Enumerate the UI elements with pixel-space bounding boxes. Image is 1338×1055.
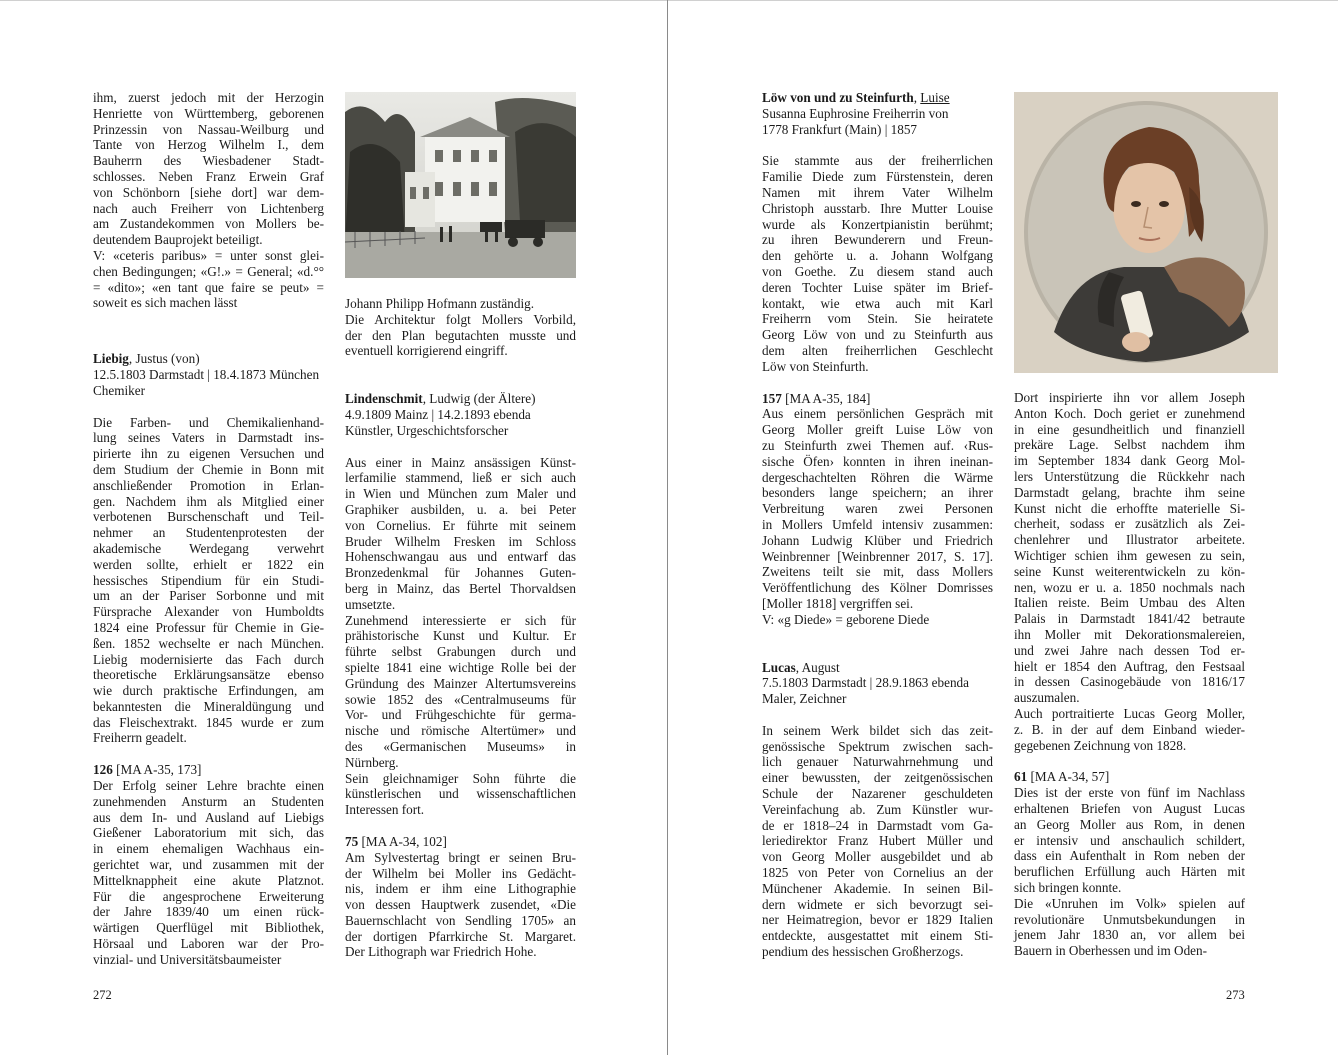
portrait-image bbox=[1014, 92, 1278, 373]
entry-name: Lindenschmit bbox=[345, 391, 423, 407]
text-line: einer bewussten, der zeitgenössischen bbox=[762, 770, 993, 786]
text-line: den gehörte u. a. Johann Wolfgang bbox=[762, 248, 993, 264]
text-line: wärtigen Querflügel mit Bibliothek, bbox=[93, 920, 324, 936]
archive-signature: [MA A-34, 57] bbox=[1027, 769, 1110, 785]
letter-commentary bbox=[1014, 785, 1245, 959]
text-line: vinzial- und Universitätsbaumeister bbox=[93, 951, 282, 967]
entry-dates: 1778 Frankfurt (Main) | 1857 bbox=[762, 121, 918, 137]
entry-dates: 4.9.1809 Mainz | 14.2.1893 ebenda bbox=[345, 406, 531, 422]
text-line: Dort inspirierte ihn vor allem Joseph bbox=[1014, 390, 1245, 405]
text-line: Die «Unruhen im Volk» spielen auf bbox=[1014, 895, 1245, 911]
text-line: akademische Werdegang verwehrt bbox=[93, 540, 324, 556]
text-line: Sein gleichnamiger Sohn führte die bbox=[345, 770, 576, 786]
text-line: Hörsaal und Laboren war der Pro- bbox=[93, 936, 324, 952]
text-line: nehmer an Studentenprotesten der bbox=[93, 525, 324, 541]
text-line: Gründung des Mainzer Altertumsvereins bbox=[345, 675, 576, 691]
entry-given-name: , Justus (von) bbox=[128, 351, 200, 367]
text-line: Schule der Nazarener geschuldeten bbox=[762, 786, 993, 802]
text-line: deren Tochter Luise später im Brief- bbox=[762, 279, 993, 295]
text-line: Palais in Darmstadt 1841/42 betraute bbox=[1014, 611, 1245, 627]
text-line: anschließender Promotion in Erlan- bbox=[93, 477, 324, 493]
text-line: genössische Spektrum zwischen sach- bbox=[762, 738, 993, 754]
text-line: Weinbrenner [Weinbrenner 2017, S. 17]. bbox=[762, 548, 993, 564]
text-line: jenem Jahr 1830 an, vor allem bei bbox=[1014, 927, 1245, 943]
text-line: Darmstadt gelang, brachte ihm seine bbox=[1014, 484, 1245, 500]
letter-commentary bbox=[93, 778, 324, 968]
text-line: Johann Philipp Hofmann zuständig. bbox=[345, 296, 535, 311]
text-line: nen, wozu er u. a. 1850 nochmals nach bbox=[1014, 579, 1245, 595]
text-line: Johann Ludwig Klüber und Friedrich bbox=[762, 532, 993, 548]
text-line: Anton Koch. Doch geriet er zunehmend bbox=[1014, 405, 1245, 421]
text-line: lers Unterstützung die Rückkehr nach bbox=[1014, 468, 1245, 484]
entry-given-name: Luise bbox=[920, 90, 950, 105]
text-line: Für die angesprochene Erweiterung bbox=[93, 888, 324, 904]
text-line: Löw von Steinfurth. bbox=[762, 358, 869, 374]
text-line: Bronzedenkmal für Johannes Guten- bbox=[345, 565, 576, 581]
text-line: Vor- und Frühgeschichte für germa- bbox=[345, 707, 576, 723]
text-line: sische Öfen› konnten in ihren ineinan- bbox=[762, 453, 993, 469]
text-line: Bauern in Oberhessen und im Oden- bbox=[1014, 943, 1208, 959]
text-line: lich genauer Naturwahrnehmung und bbox=[762, 754, 993, 770]
continued-paragraph bbox=[345, 296, 576, 359]
text-line: im September 1834 dank Georg Mol- bbox=[1014, 453, 1245, 469]
entry-heading bbox=[762, 90, 993, 106]
text-line: Familie Diede zum Fürstenstein, deren bbox=[762, 169, 993, 185]
entry-heading bbox=[93, 351, 324, 367]
text-line: beruflichen Erfüllung auch Härten mit bbox=[1014, 864, 1245, 880]
entry-role: Chemiker bbox=[93, 382, 146, 398]
text-line: Bauernschlacht von Sendling 1705» an bbox=[345, 912, 576, 928]
text-line: Aus einem persönlichen Gespräch mit bbox=[762, 406, 993, 422]
text-line: in einem ehemaligen Wachhaus ein- bbox=[93, 841, 324, 857]
text-line: der Wilhelm bei Moller ins Gedächt- bbox=[345, 865, 576, 881]
text-line: künstlerischen und wissenschaftlichen bbox=[345, 786, 576, 802]
text-line: Mittelknappheit eine akute Platznot. bbox=[93, 872, 324, 888]
text-line: umsetzte. bbox=[345, 596, 396, 612]
text-line: Liebig modernisierte das Fach durch bbox=[93, 651, 324, 667]
text-line: in eine gesundheitlich und finanziell bbox=[1014, 421, 1245, 437]
entry-name: Lucas bbox=[762, 659, 796, 675]
text-line: sowie 1852 des «Centralmuseums für bbox=[345, 691, 576, 707]
text-line: Auch portraitierte Lucas Georg Moller, bbox=[1014, 705, 1245, 721]
text-line: [Moller 1818] vergriffen sei. bbox=[762, 595, 914, 611]
text-line: Prinzessin von Nassau-Weilburg und bbox=[93, 121, 324, 137]
text-line: Namen mit ihrem Vater Wilhelm bbox=[762, 184, 993, 200]
text-line: und zwei Jahre nach dessen Tod er- bbox=[1014, 642, 1245, 658]
entry-biography bbox=[93, 415, 324, 747]
text-line: dem alten freiherrlichen Geschlecht bbox=[762, 342, 993, 358]
text-line: von Goethe. Zu diesem stand auch bbox=[762, 263, 993, 279]
text-line: deutendem Bauprojekt beteiligt. bbox=[93, 232, 263, 248]
text-line: leriedirektor Franz Hubert Müller und bbox=[762, 833, 993, 849]
text-line: Hohenschwangau aus und entwarf das bbox=[345, 549, 576, 565]
text-line: des «Germanischen Museums» in bbox=[345, 738, 576, 754]
text-line: 1825 von Peter von Cornelius an der bbox=[762, 865, 993, 881]
text-line: prekäre Lage. Selbst nachdem ihm bbox=[1014, 437, 1245, 453]
text-line: Freiherrn vom Stein. Sie heiratete bbox=[762, 311, 993, 327]
text-line: erhaltenen Briefen von August Lucas bbox=[1014, 800, 1245, 816]
text-line: zu ihren Bewunderern und Freun- bbox=[762, 232, 993, 248]
text-line: von dessen Hauptwerk zusendet, «Die bbox=[345, 897, 576, 913]
text-line: zu Steinfurth zwei Themen auf. ‹Rus- bbox=[762, 437, 993, 453]
entry-given-name: , Ludwig (der Ältere) bbox=[422, 391, 536, 407]
text-line: V: «ceteris paribus» = unter sonst glei- bbox=[93, 247, 324, 263]
text-line: Nürnberg. bbox=[345, 754, 399, 770]
text-line: ihm, zuerst jedoch mit der Herzogin bbox=[93, 90, 324, 105]
text-line: = «dito»; «en tant que faire se peut» = bbox=[93, 279, 324, 295]
text-line: dergeschachtelten Röhren die Wärme bbox=[762, 469, 993, 485]
letter-commentary bbox=[345, 850, 576, 961]
letter-number: 61 bbox=[1014, 769, 1028, 785]
text-line: der dortigen Pfarrkirche St. Margaret. bbox=[345, 928, 576, 944]
letter-reference bbox=[1014, 769, 1245, 785]
text-line: V: «g Diede» = geborene Diede bbox=[762, 611, 930, 627]
text-line: Gießener Laboratorium mit sich, das bbox=[93, 825, 324, 841]
text-line: Der Erfolg seiner Lehre brachte einen bbox=[93, 778, 324, 794]
text-line: gegebenen Zeichnung von 1828. bbox=[1014, 737, 1187, 753]
entry-name: Liebig bbox=[93, 351, 129, 367]
text-line: revolutionäre Unmutsbekundungen in bbox=[1014, 911, 1245, 927]
entry-role: Maler, Zeichner bbox=[762, 691, 847, 707]
text-line: ihn Moller mit Dekorationsmalereien, bbox=[1014, 626, 1245, 642]
letter-number: 157 bbox=[762, 390, 782, 406]
text-line: Der Lithograph war Friedrich Hohe. bbox=[345, 944, 537, 960]
text-line: lung seines Vaters in Darmstadt ins- bbox=[93, 430, 324, 446]
text-line: Veröffentlichung des Kölner Domrisses bbox=[762, 580, 993, 596]
text-line: Bauherrn des Wiesbadener Stadt- bbox=[93, 153, 324, 169]
entry-given-name: , August bbox=[795, 659, 840, 675]
text-line: ner Heimatregion, bevor er 1829 Italien bbox=[762, 912, 993, 928]
text-line: Interessen fort. bbox=[345, 802, 425, 818]
text-line: spielte 1841 eine wichtige Rolle bei der bbox=[345, 659, 576, 675]
text-line: Dies ist der erste von fünf im Nachlass bbox=[1014, 785, 1245, 801]
text-line: schlosses. Neben Franz Erwein Graf bbox=[93, 168, 324, 184]
text-line: sich bringen konnte. bbox=[1014, 879, 1122, 895]
letter-number: 126 bbox=[93, 762, 113, 778]
text-line: nach auch Freiherr von Lichtenberg bbox=[93, 200, 324, 216]
text-line: berg in Mainz, das Bertel Thorvaldsen bbox=[345, 580, 576, 596]
text-line: soweit es sich machen lässt bbox=[93, 295, 238, 311]
text-line: besonders lange speichern; an ihrer bbox=[762, 485, 993, 501]
page-number-left: 272 bbox=[93, 988, 112, 1002]
text-line: chen Bedingungen; «G!.» = General; «d.°° bbox=[93, 263, 324, 279]
text-line: von Cornelius. Er führte mit seinem bbox=[345, 517, 576, 533]
text-line: seine Kunst weiterentwickeln zu kön- bbox=[1014, 563, 1245, 579]
text-line: von Schönborn [siehe dort] war dem- bbox=[93, 184, 324, 200]
entry-heading bbox=[345, 391, 576, 407]
text-line: auszumalen. bbox=[1014, 690, 1080, 706]
text-line: chenlehrer und Illustrator arbeitete. bbox=[1014, 532, 1245, 548]
entry-biography bbox=[762, 723, 993, 960]
right-page-column-2 bbox=[1014, 390, 1245, 959]
text-line: wie durch praktische Erfindungen, am bbox=[93, 683, 324, 699]
entry-dates: 12.5.1803 Darmstadt | 18.4.1873 München bbox=[93, 366, 320, 382]
text-line: in dessen Casinogebäude von 1816/17 bbox=[1014, 674, 1245, 690]
text-line: kontakt, wie etwa auch mit Karl bbox=[762, 295, 993, 311]
entry-name-separator: , bbox=[913, 90, 921, 105]
text-line: hessisches Stipendium für ein Studi- bbox=[93, 572, 324, 588]
text-line: Münchener Akademie. In seinen Bil- bbox=[762, 880, 993, 896]
text-line: Tante von Herzog Wilhelm I., dem bbox=[93, 137, 324, 153]
text-line: der Jahre 1839/40 um einen rück- bbox=[93, 904, 324, 920]
text-line: dass ein Aufenthalt in Rom neben der bbox=[1014, 848, 1245, 864]
entry-heading bbox=[762, 660, 993, 676]
text-line: Die Architektur folgt Mollers Vorbild, bbox=[345, 311, 576, 327]
text-line: Aus einer in Mainz ansässigen Künst- bbox=[345, 454, 576, 470]
text-line: Kunst nicht die erhoffte materielle Si- bbox=[1014, 500, 1245, 516]
text-line: Henriette von Württemberg, geborenen bbox=[93, 105, 324, 121]
text-line: werden sollte, erhielt er 1822 ein bbox=[93, 556, 324, 572]
entry-name: Löw von und zu Steinfurth bbox=[762, 90, 914, 105]
text-line: theoretische Erklärungsansätze ebenso bbox=[93, 667, 324, 683]
text-line: Christoph ausstarb. Ihre Mutter Louise bbox=[762, 200, 993, 216]
entry-dates: 7.5.1803 Darmstadt | 28.9.1863 ebenda bbox=[762, 675, 970, 691]
left-page-column-2 bbox=[345, 296, 576, 960]
entry-biography bbox=[345, 455, 576, 818]
text-line: lerfamilie stammend, ließ er sich auch bbox=[345, 470, 576, 486]
text-line: ßen. 1852 wechselte er nach München. bbox=[93, 635, 324, 651]
text-line: Vereinfachung ab. Zum Künstler wur- bbox=[762, 801, 993, 817]
text-line: er intensiv und anschaulich schildert, bbox=[1014, 832, 1245, 848]
top-border bbox=[0, 0, 1338, 1]
archive-signature: [MA A-35, 184] bbox=[781, 390, 871, 406]
text-line: am Zustandekommen von Mollers be- bbox=[93, 216, 324, 232]
text-line: Italien reiste. Beim Umbau des Alten bbox=[1014, 595, 1245, 611]
text-line: Wichtiger schien ihm gewesen zu sein, bbox=[1014, 547, 1245, 563]
text-line: Die Farben- und Chemikalienhand- bbox=[93, 414, 324, 430]
text-line: das Fleischextrakt. 1845 wurde er zum bbox=[93, 714, 324, 730]
text-line: Fürsprache Alexander von Humboldts bbox=[93, 604, 324, 620]
text-line: 1824 eine Professur für Chemie in Gie- bbox=[93, 619, 324, 635]
letter-reference bbox=[93, 762, 324, 778]
text-line: aus dem In- und Ausland auf Liebigs bbox=[93, 809, 324, 825]
text-line: dern widmete er sich bevorzugt sei- bbox=[762, 896, 993, 912]
text-line: gen. Nachdem ihm als Mitglied einer bbox=[93, 493, 324, 509]
entry-biography bbox=[762, 153, 993, 374]
text-line: pendium des hessischen Großherzogs. bbox=[762, 944, 964, 960]
entry-role: Künstler, Urgeschichtsforscher bbox=[345, 422, 509, 438]
text-line: gerichtet war, und zusammen mit der bbox=[93, 857, 324, 873]
text-line: um an der Pariser Sorbonne und mit bbox=[93, 588, 324, 604]
entry-full-name: Susanna Euphrosine Freiherrin von bbox=[762, 105, 949, 121]
text-line: Bruder Wilhelm Fresken im Schloss bbox=[345, 533, 576, 549]
text-line: Sie stammte aus der freiherrlichen bbox=[762, 153, 993, 169]
text-line: z. B. in der auf dem Einband wieder- bbox=[1014, 721, 1245, 737]
text-line: nische und römische Altertümer» und bbox=[345, 723, 576, 739]
text-line: wurde als Konzertpianistin berühmt; bbox=[762, 216, 993, 232]
text-line: prähistorische Kunst und Kultur. Er bbox=[345, 628, 576, 644]
text-line: in Wien und München zum Maler und bbox=[345, 486, 576, 502]
text-line: von Georg Moller ausgebildet und ab bbox=[762, 849, 993, 865]
continued-paragraph bbox=[93, 90, 324, 311]
text-line: Freiherrn geadelt. bbox=[93, 730, 187, 746]
right-page-column-1 bbox=[762, 90, 993, 960]
book-spine bbox=[667, 0, 668, 1055]
letter-reference bbox=[762, 391, 993, 407]
text-line: der den Plan begutachten musste und bbox=[345, 327, 576, 343]
text-line: entdeckte, ausgestattet mit einem Sti- bbox=[762, 928, 993, 944]
text-line: Georg Löw von und zu Steinfurth aus bbox=[762, 327, 993, 343]
text-line: in Mollers Umfeld intensiv zusammen: bbox=[762, 516, 993, 532]
text-line: Zunehmend interessierte er sich für bbox=[345, 612, 576, 628]
text-line: In seinem Werk bildet sich das zeit- bbox=[762, 722, 993, 738]
text-line: hielt er 1854 den Auftrag, den Festsaal bbox=[1014, 658, 1245, 674]
archive-signature: [MA A-35, 173] bbox=[112, 762, 202, 778]
text-line: Graphiker ausbilden, u. a. bei Peter bbox=[345, 501, 576, 517]
text-line: nis, indem er ihm eine Lithographie bbox=[345, 881, 576, 897]
text-line: de er 1818–24 in Darmstadt vom Ga- bbox=[762, 817, 993, 833]
text-line: dem Studium der Chemie in Bonn mit bbox=[93, 461, 324, 477]
letter-number: 75 bbox=[345, 833, 359, 849]
text-line: zunehmenden Ansturm an Studenten bbox=[93, 793, 324, 809]
text-line: cherheit, sodass er zusätzlich als Zei- bbox=[1014, 516, 1245, 532]
text-line: verbotenen Burschenschaft und Teil- bbox=[93, 509, 324, 525]
page-number-right: 273 bbox=[1226, 988, 1245, 1002]
text-line: Georg Moller greift Luise Löw von bbox=[762, 422, 993, 438]
text-line: Zweitens teilt sie mit, dass Mollers bbox=[762, 564, 993, 580]
left-page-column-1 bbox=[93, 90, 324, 968]
archive-signature: [MA A-34, 102] bbox=[358, 833, 447, 849]
continued-paragraph bbox=[1014, 390, 1245, 753]
letter-commentary bbox=[762, 406, 993, 627]
text-line: Verbreitung waren zwei Personen bbox=[762, 501, 993, 517]
text-line: führte selbst Grabungen durch und bbox=[345, 644, 576, 660]
letter-reference bbox=[345, 834, 576, 850]
text-line: eventuell korrigierend eingriff. bbox=[345, 343, 508, 359]
lithograph-image bbox=[345, 92, 576, 278]
text-line: pirierte ihn zu eigenen Versuchen und bbox=[93, 446, 324, 462]
text-line: Am Sylvestertag bringt er seinen Bru- bbox=[345, 849, 576, 865]
text-line: an Georg Moller aus Rom, in denen bbox=[1014, 816, 1245, 832]
text-line: bekanntesten die Mineraldüngung und bbox=[93, 698, 324, 714]
